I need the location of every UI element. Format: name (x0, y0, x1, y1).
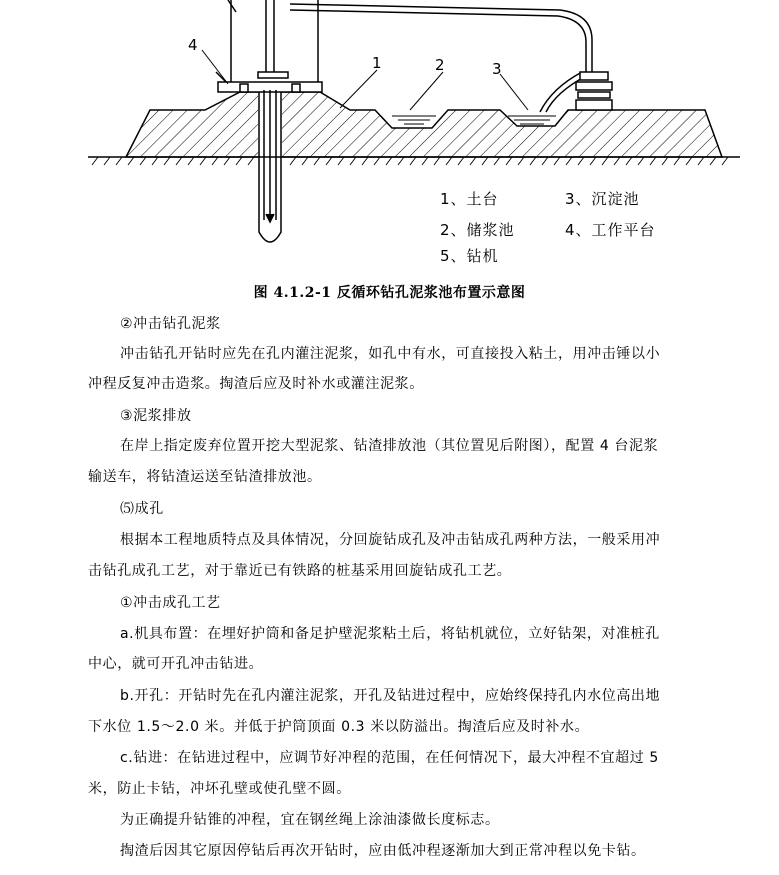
paragraph-line: 米，防止卡钻，冲坏孔壁或使孔壁不圆。 (88, 781, 351, 797)
paragraph-line: 为正确提升钻锥的冲程，宜在钢丝绳上涂油漆做长度标志。 (120, 812, 500, 828)
paragraph-line: 在岸上指定废弃位置开挖大型泥浆、钻渣排放池（其位置见后附图），配置 4 台泥浆 (120, 438, 659, 454)
paragraph-line: 下水位 1.5～2.0 米。并低于护筒顶面 0.3 米以防溢出。掏渣后应及时补水。 (88, 719, 590, 735)
paragraph-line: b.开孔：开钻时先在孔内灌注泥浆，开孔及钻进过程中，应始终保持孔内水位高出地 (120, 688, 661, 704)
pump (576, 72, 612, 110)
paragraph-line: 冲击钻孔开钻时应先在孔内灌注泥浆，如孔中有水，可直接投入粘土，用冲击锤以小 (120, 346, 661, 362)
paragraph-line: 中心，就可开孔冲击钻进。 (88, 656, 264, 672)
callout-3: 3 (492, 60, 502, 78)
drill-rig (216, 0, 322, 92)
legend-item-1: 1、土台 (440, 190, 499, 208)
legend-item-3: 3、沉淀池 (565, 190, 640, 208)
legend-item-5: 5、钻机 (440, 247, 499, 265)
heading-hole-forming: ⑸成孔 (120, 501, 164, 517)
callout-2: 2 (435, 56, 445, 74)
slurry-pool-layout-diagram (0, 0, 779, 300)
paragraph-line: 击钻孔成孔工艺，对于靠近已有铁路的桩基采用回旋钻成孔工艺。 (88, 563, 512, 579)
legend-item-2: 2、储浆池 (440, 221, 515, 239)
paragraph-line: 冲程反复冲击造浆。掏渣后应及时补水或灌注泥浆。 (88, 376, 424, 392)
legend-item-4: 4、工作平台 (565, 221, 656, 239)
paragraph-line: 根据本工程地质特点及具体情况，分回旋钻成孔及冲击钻成孔两种方法，一般采用冲 (120, 532, 661, 548)
figure-caption: 图 4.1.2-1 反循环钻孔泥浆池布置示意图 (253, 285, 526, 301)
heading-impact-mud: ②冲击钻孔泥浆 (120, 316, 221, 332)
paragraph-line: 输送车，将钻渣运送至钻渣排放池。 (88, 469, 322, 485)
callout-1: 1 (372, 54, 382, 72)
heading-mud-discharge: ③泥浆排放 (120, 408, 192, 424)
heading-impact-forming: ①冲击成孔工艺 (120, 595, 221, 611)
paragraph-line: c.钻进：在钻进过程中，应调节好冲程的范围，在任何情况下，最大冲程不宜超过 5 (120, 750, 659, 766)
paragraph-line: a.机具布置：在埋好护筒和备足护壁泥浆粘土后，将钻机就位，立好钻架，对准桩孔 (120, 626, 660, 642)
callout-4: 4 (188, 36, 198, 54)
paragraph-line: 掏渣后因其它原因停钻后再次开钻时，应由低冲程逐渐加大到正常冲程以免卡钻。 (120, 843, 646, 859)
